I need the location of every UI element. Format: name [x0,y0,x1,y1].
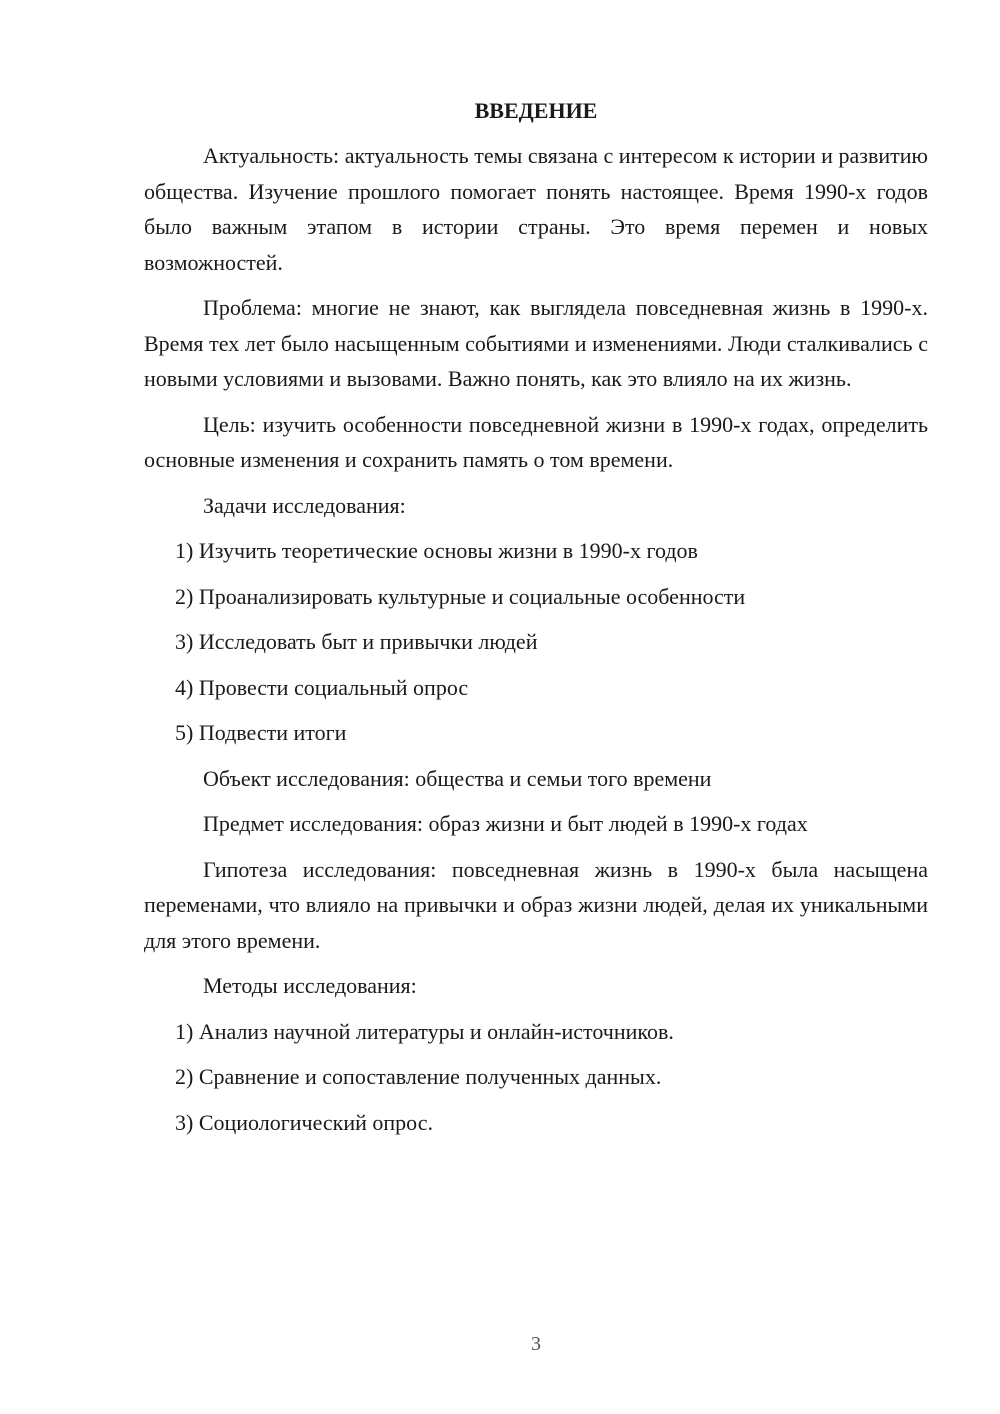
subject-line: Предмет исследования: образ жизни и быт людей в 1990-х годах [203,811,808,836]
list-item: 5) Подвести итоги [175,720,347,745]
list-item: 1) Анализ научной литературы и онлайн-источников. [175,1018,674,1044]
list-item: 3) Социологический опрос. [175,1109,433,1135]
methods-heading: Методы исследования: [203,973,417,998]
list-item: 4) Провести социальный опрос [175,674,469,700]
list-item: 1) Изучить теоретические основы жизни в 1990-х годов [175,538,698,563]
methods-list [144,1014,928,1141]
section-title: ВВЕДЕНИЕ [474,98,598,123]
list-item: 2) Сравнение и сопоставление полученных данных. [175,1064,662,1089]
list-item: 3) Исследовать быт и привычки людей [175,629,538,654]
object-line: Объект исследования: общества и семьи того времени [203,765,712,791]
relevance-paragraph: Актуальность: актуальность темы связана с интересом к истории и развитию общества. Изучение прошлого помогает понять настоящее. Время 1990-х годов было важным этапом в истории страны. Это время перемен и новых возможностей. [144,143,928,275]
problem-paragraph: Проблема: многие не знают, как выглядела повседневная жизнь в 1990-х. Время тех лет было насыщенным событиями и изменениями. Люди сталкивались с новыми условиями и вызовами. Важно понять, как это влияло на их жизнь. [144,295,928,391]
goal-paragraph: Цель: изучить особенности повседневной жизни в 1990-х годах, определить основные изменения и сохранить память о том времени. [144,411,928,472]
tasks-heading: Задачи исследования: [203,492,406,518]
page-number: 3 [531,1333,541,1355]
list-item: 2) Проанализировать культурные и социальные особенности [175,583,746,609]
tasks-list [144,533,928,751]
document-page [144,96,928,1150]
hypothesis-paragraph: Гипотеза исследования: повседневная жизнь в 1990-х была насыщена переменами, что влияло на привычки и образ жизни людей, делая их уникальными для этого времени. [144,856,928,953]
